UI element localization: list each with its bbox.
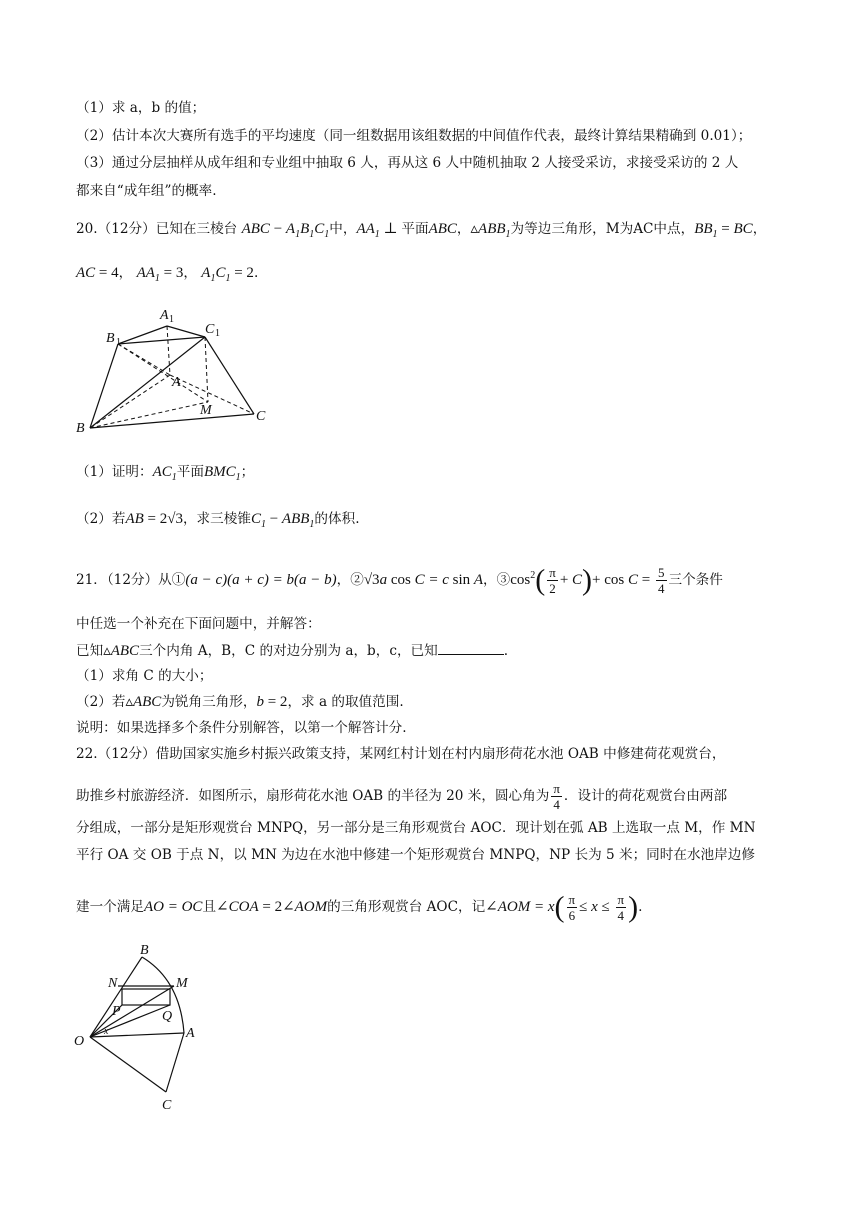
q22-line2: 助推乡村旅游经济．如图所示，扇形荷花水池 OAB 的半径为 20 米，圆心角为 $\frac{\pi}{4}$ ．设计的荷花观赏台由两部 — [76, 781, 728, 812]
svg-text:1: 1 — [116, 337, 121, 348]
q22-line3: 分组成，一部分是矩形观赏台 MNPQ，另一部分是三角形观赏台 AOC．现计划在弧 AB 上选取一点 M，作 MN — [76, 820, 756, 836]
q22-line5: 建一个满足AO = OC且∠COA = 2∠AOM的三角形观赏台 AOC，记∠AOM = x( $\frac{\pi}{6}$ ≤ x ≤ $\frac{\pi}{4}$ ). — [76, 890, 643, 924]
fig1-label-a: A — [172, 375, 181, 390]
fig2-label-o: O — [74, 1034, 85, 1049]
q20-sub1: （1）证明：$AC_1$平面$BMC_1$； — [76, 464, 255, 483]
fig2-label-p: P — [112, 1004, 121, 1019]
fig1-label-b: B — [76, 421, 85, 436]
q21-stem: 21．（12分）从①(a − c)(a + c) = b(a − b)，②√3a cos C = c sin A，$③\cos^2$( $\frac{\pi}{2}$ + C)+ cos C = $\frac{5}{4}$ 三个条件 — [76, 563, 723, 597]
q20-sub2: （2）若AB = 2√3，求三棱锥$C_1 - ABB_1$的体积. — [76, 511, 360, 530]
q22-line4: 平行 OA 交 OB 于点 N，以 MN 为边在水池中修建一个矩形观赏台 MNPQ，NP 长为 5 米；同时在水池岸边修 — [76, 847, 755, 863]
fig2-label-n: N — [108, 976, 118, 991]
q19-part3-cont: 都来自“成年组”的概率. — [76, 183, 217, 199]
q21-sub1: （1）求角 C 的大小； — [76, 668, 213, 684]
fig1-label-a1: A — [160, 308, 169, 323]
fig2-label-c: C — [162, 1098, 172, 1113]
fig2-label-b: B — [140, 943, 149, 958]
frustum-figure — [72, 300, 282, 440]
q19-part2: （2）估计本次大赛所有选手的平均速度（同一组数据用该组数据的中间值作代表，最终计算结果精确到 0.01）； — [76, 128, 752, 144]
q20-stem-cont: AC = 4， $AA_1 = 3$， $A_1C_1 = 2$. — [76, 265, 259, 284]
svg-text:1: 1 — [215, 328, 220, 339]
q19-part3: （3）通过分层抽样从成年组和专业组中抽取 6 人，再从这 6 人中随机抽取 2 人接受采访，求接受采访的 2 人 — [76, 155, 739, 171]
fig1-label-b1: B — [106, 331, 115, 346]
q21-sub2: （2）若▵ABC为锐角三角形，b = 2，求 a 的取值范围. — [76, 694, 404, 710]
fig1-label-c1: C — [205, 322, 215, 337]
fig1-label-c: C — [256, 409, 266, 424]
q19-part1: （1）求 a，b 的值； — [76, 100, 206, 116]
q21-line3: 已知▵ABC三个内角 A，B，C 的对边分别为 a，b，c，已知 . — [76, 640, 508, 661]
fig2-label-x: x — [104, 1026, 109, 1037]
fig2-label-q: Q — [162, 1009, 173, 1024]
fig1-label-m: M — [200, 403, 212, 418]
sector-figure — [72, 940, 212, 1120]
q21-note: 说明：如果选择多个条件分别解答，以第一个解答计分. — [76, 720, 407, 736]
fig2-label-a: A — [186, 1026, 195, 1041]
svg-text:1: 1 — [169, 314, 174, 325]
fig2-label-m: M — [176, 976, 188, 991]
q20-stem: 20.（12分）已知在三棱台 ABC − $A_1B_1C_1$中，$AA_1$ ⊥ 平面ABC，$▵ABB_1$为等边三角形，M为AC中点，$BB_1$ = BC， — [76, 221, 767, 240]
q21-line2: 中任选一个补充在下面问题中，并解答： — [76, 616, 321, 632]
q22-line1: 22.（12分）借助国家实施乡村振兴政策支持，某网红村计划在村内扇形荷花水池 OAB 中修建荷花观赏台， — [76, 746, 726, 762]
